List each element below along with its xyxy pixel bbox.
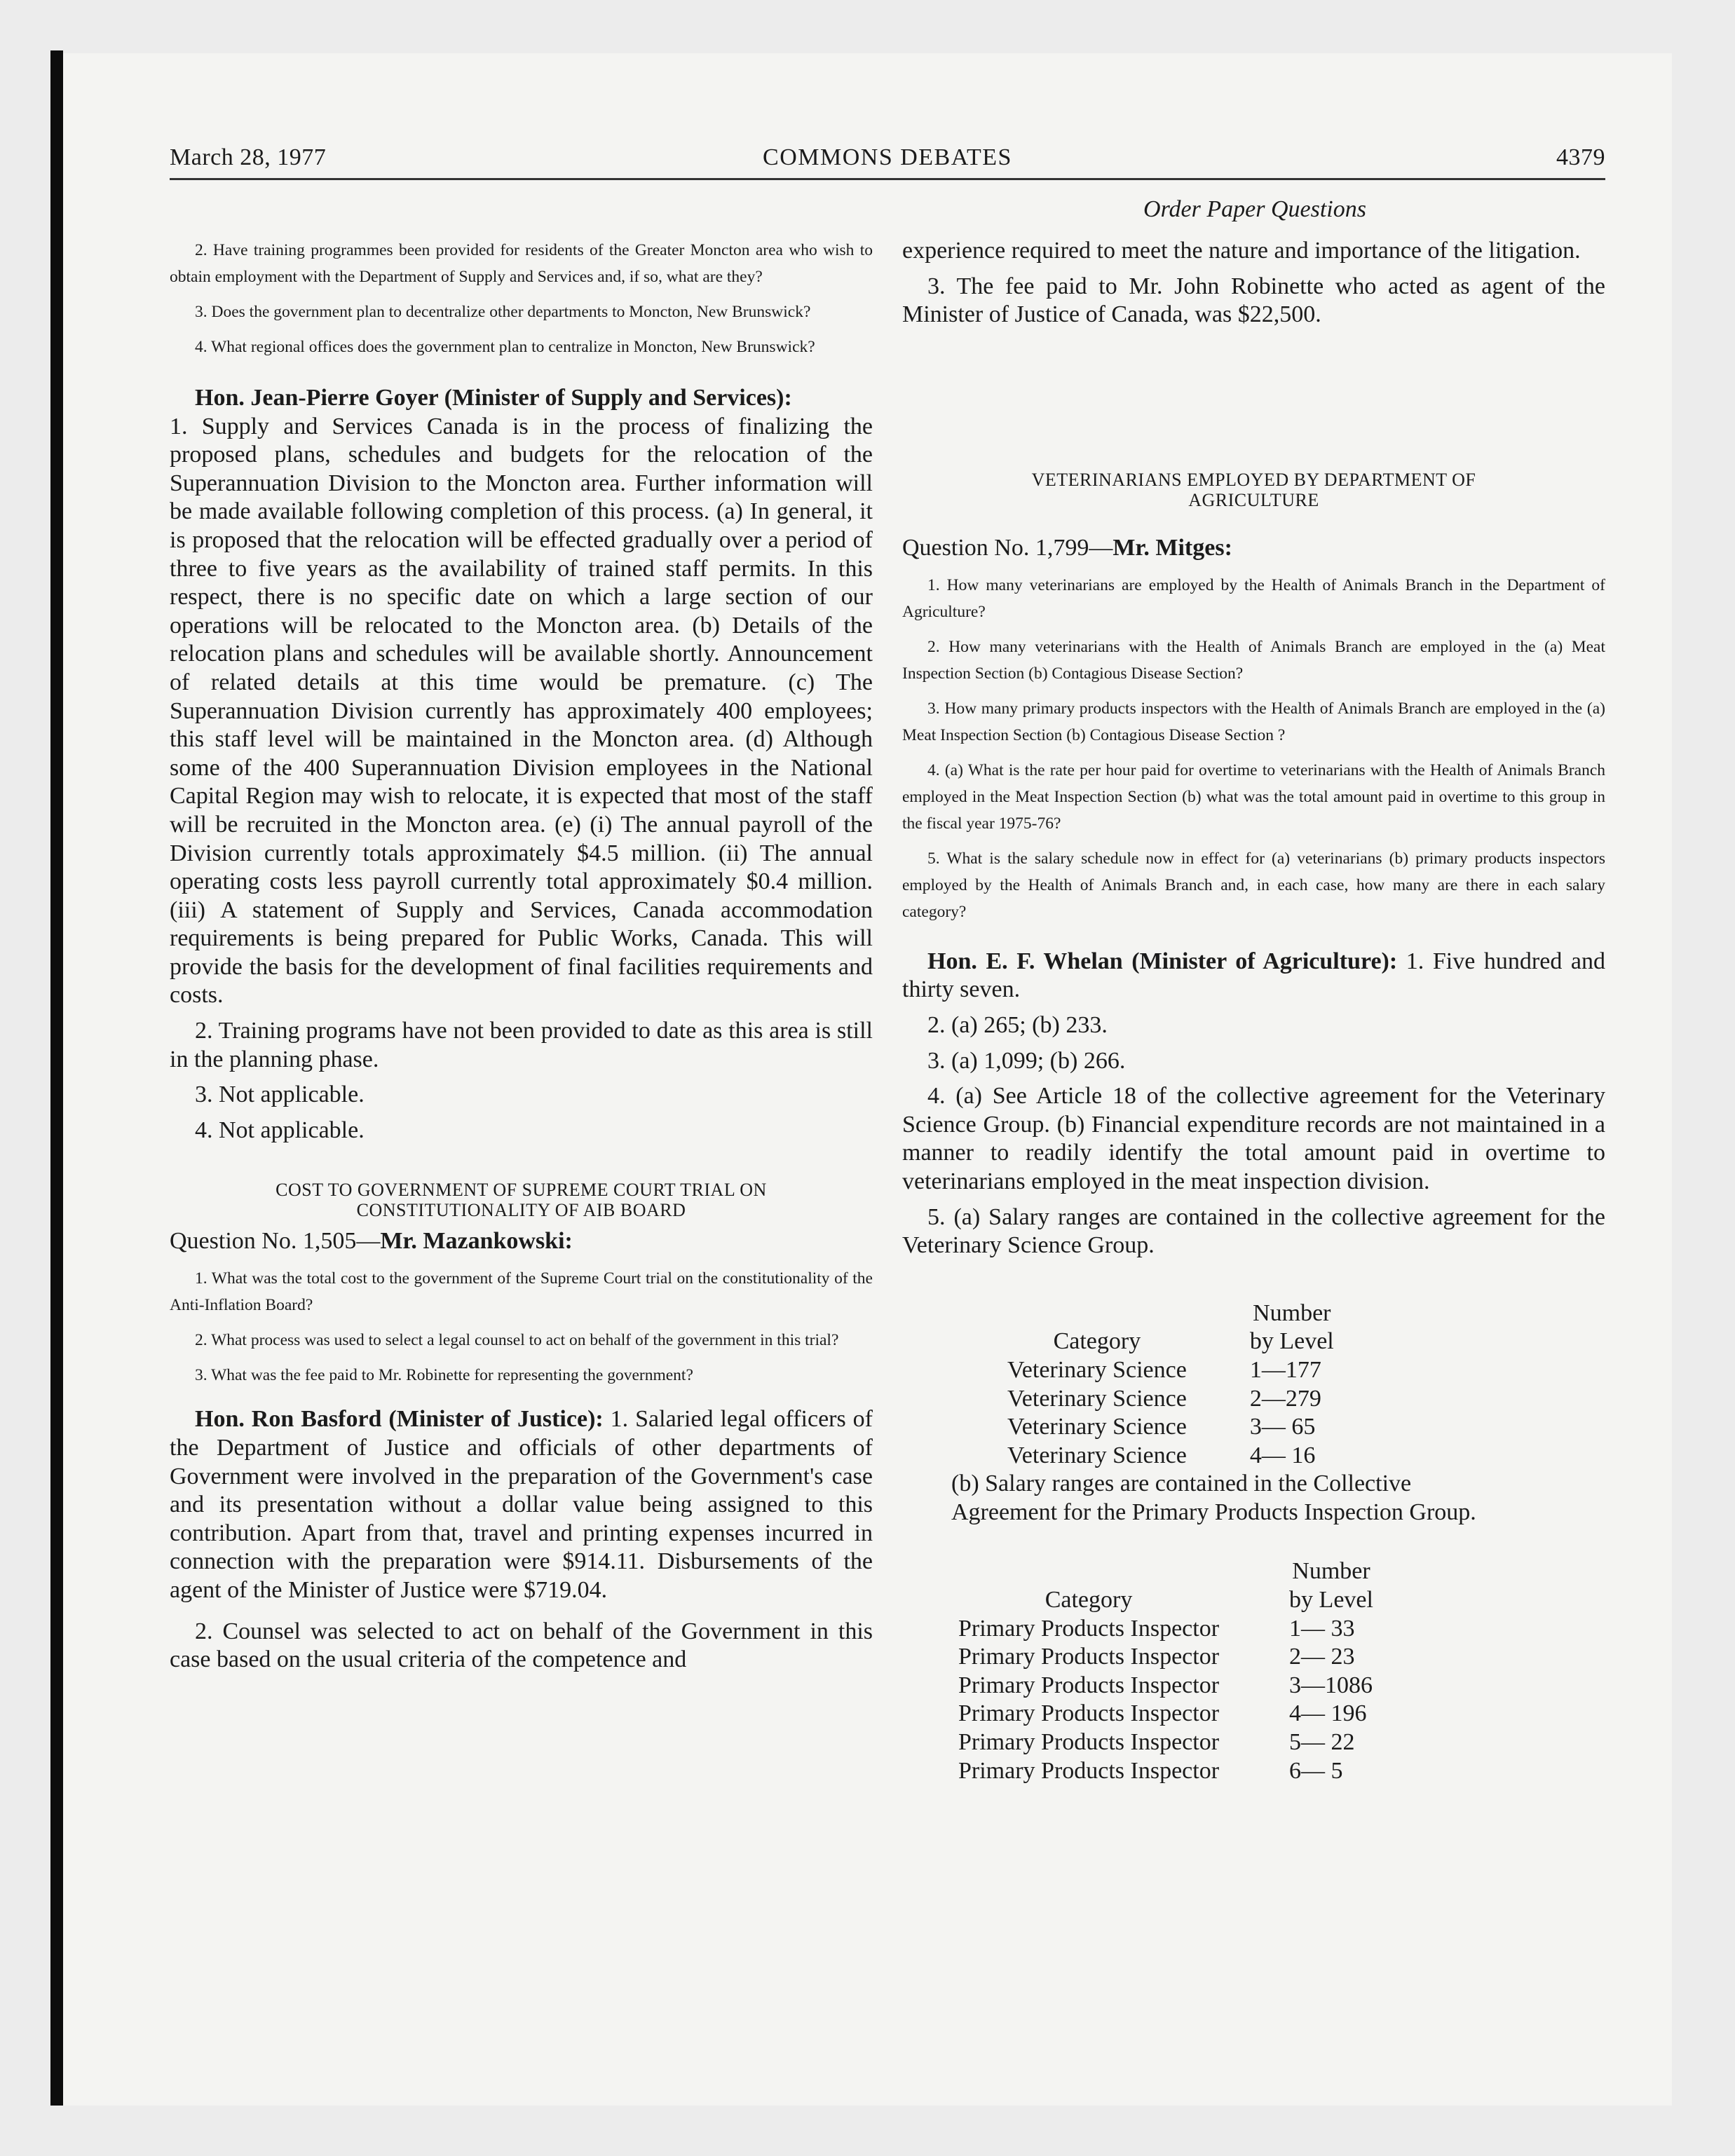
question-paragraph: 4. (a) What is the rate per hour paid for overtime to veterinarians with the Health of Animals Branch employed in the Meat Inspection Section (b) what was the total amount paid in overtime to this group in the fiscal year 1975-76? — [902, 760, 1605, 833]
page-header — [170, 144, 1605, 180]
table-cell-category: Veterinary Science — [1007, 1414, 1187, 1440]
table-cell-category: Primary Products Inspector — [958, 1672, 1220, 1698]
question-member: Mr. Mitges: — [1113, 534, 1232, 561]
question-paragraph: 3. What was the fee paid to Mr. Robinette for representing the government? — [195, 1366, 693, 1385]
speaker-goyer: Hon. Jean-Pierre Goyer (Minister of Supply and Services): — [195, 385, 792, 411]
table-cell-category: Veterinary Science — [1007, 1356, 1187, 1383]
answer-paragraph — [902, 948, 1605, 1004]
table-cell-category: Primary Products Inspector — [958, 1757, 1220, 1784]
table-cell-level: 1— 33 — [1289, 1615, 1355, 1642]
table-cell-category: Primary Products Inspector — [958, 1615, 1220, 1642]
question-number-line — [170, 1227, 873, 1255]
table-cell-level: 4— 196 — [1289, 1700, 1367, 1727]
table-cell-level: 5— 22 — [1289, 1729, 1355, 1756]
table-row — [958, 1615, 1373, 1644]
question-paragraph: 2. How many veterinarians with the Health of Animals Branch are employed in the (a) Meat Inspection Section (b) Contagious Disease Section? — [902, 637, 1605, 683]
note-line: Agreement for the Primary Products Inspection Group. — [951, 1499, 1476, 1525]
answer-text: 1. Five hundred and thirty seven. — [902, 948, 1605, 1003]
table-cell-category: Primary Products Inspector — [958, 1700, 1220, 1727]
heading-line: AGRICULTURE — [1188, 489, 1319, 510]
section-label: Order Paper Questions — [1143, 196, 1366, 222]
note-line: (b) Salary ranges are contained in the Collective — [951, 1471, 1412, 1497]
table-cell-level: 6— 5 — [1289, 1757, 1343, 1784]
table-header-number — [1219, 1557, 1373, 1614]
question-paragraph: 2. What process was used to select a legal counsel to act on behalf of the government in this trial? — [195, 1331, 839, 1350]
question-number-line — [902, 534, 1605, 562]
salary-table-veterinary — [1007, 1299, 1334, 1471]
question-paragraph: 1. How many veterinarians are employed by the Health of Animals Branch in the Department of Agriculture? — [902, 575, 1605, 621]
table-cell-category: Primary Products Inspector — [958, 1729, 1220, 1756]
table-cell-category: Veterinary Science — [1007, 1385, 1187, 1412]
answer-paragraph: 3. The fee paid to Mr. John Robinette who acted as agent of the Minister of Justice of Canada, was $22,500. — [902, 273, 1605, 328]
question-paragraph: 4. What regional offices does the government plan to centralize in Moncton, New Brunswick? — [195, 338, 815, 356]
table-header-category: Category — [1053, 1328, 1141, 1355]
header-line: by Level — [1249, 1328, 1334, 1355]
answer-paragraph: experience required to meet the nature and importance of the litigation. — [902, 238, 1581, 264]
scan-edge-bar — [50, 50, 63, 2106]
table-cell-category: Veterinary Science — [1007, 1442, 1187, 1468]
header-page-number: 4379 — [1556, 144, 1605, 170]
answer-paragraph — [170, 384, 873, 1010]
answer-paragraph: 2. Counsel was selected to act on behalf of the Government in this case based on the usual criteria of the competence and — [170, 1618, 873, 1673]
question-paragraph: 5. What is the salary schedule now in effect for (a) veterinarians (b) primary products inspectors employed by the Health of Animals Branch and, in each case, how many are there in each salary category? — [902, 849, 1605, 921]
table-cell-category: Primary Products Inspector — [958, 1644, 1220, 1670]
answer-paragraph: 4. (a) See Article 18 of the collective agreement for the Veterinary Science Group. (b) Financial expenditure records are not maintained in a manner to readily identify the total amount paid in overtime to veterinarians employed in the meat inspection division. — [902, 1083, 1605, 1194]
answer-paragraph: 2. (a) 265; (b) 233. — [927, 1011, 1108, 1038]
speaker-whelan: Hon. E. F. Whelan (Minister of Agriculture): — [927, 948, 1398, 974]
answer-text: 1. Salaried legal officers of the Department of Justice and officials of other departments of Government were involved in the preparation of the Government's case and its presentation without a dollar value being assigned to this contribution. Apart from that, travel and printing expenses incurred in connection with the preparation were $914.11. Disbursements of the agent of the Minister of Justice were $719.04. — [170, 1406, 873, 1603]
answer-paragraph: 3. (a) 1,099; (b) 266. — [927, 1047, 1126, 1074]
header-publication: COMMONS DEBATES — [763, 144, 1012, 170]
answer-paragraph: 3. Not applicable. — [195, 1082, 365, 1108]
note-b — [951, 1470, 1605, 1527]
question-paragraph: 3. How many primary products inspectors with the Health of Animals Branch are employed in the (a) Meat Inspection Section (b) Contagious Disease Section ? — [902, 699, 1605, 744]
table-cell-level: 2—279 — [1249, 1385, 1321, 1412]
answer-paragraph: 5. (a) Salary ranges are contained in the collective agreement for the Veterinary Science Group. — [902, 1203, 1605, 1259]
question-number: Question No. 1,799— — [902, 534, 1113, 561]
table-cell-level: 1—177 — [1249, 1356, 1321, 1383]
answer-paragraph: 4. Not applicable. — [195, 1117, 365, 1143]
question-paragraph: 3. Does the government plan to decentralize other departments to Moncton, New Brunswick? — [195, 303, 811, 321]
salary-table-primary-products — [958, 1557, 1373, 1785]
table-row — [958, 1728, 1373, 1757]
heading-line: CONSTITUTIONALITY OF AIB BOARD — [356, 1200, 686, 1221]
table-row — [958, 1757, 1373, 1786]
table-row — [958, 1700, 1373, 1728]
question-member: Mr. Mazankowski: — [380, 1228, 573, 1255]
question-paragraph: 2. Have training programmes been provided for residents of the Greater Moncton area who wish to obtain employment with the Department of Supply and Services and, if so, what are they? — [170, 241, 873, 286]
answer-text: 1. Supply and Services Canada is in the process of finalizing the proposed plans, schedules and budgets for the relocation of the Superannuation Division to the Moncton area. Further information will be made available following completion of this process. (a) In general, it is proposed that the relocation will be effected gradually over a period of three to five years as the availability of trained staff permits. In this respect, there is no specific date on which a large section of our operations will be relocated to the Moncton area. (b) Details of the relocation plans and schedules will be available shortly. Announcement of related details at this time would be premature. (c) The Superannuation Division currently has approximately 400 employees; this staff level will be maintained in the Moncton area. (d) Although some of the 400 Superannuation Division employees in the National Capital Region may wish to relocate, it is expected that most of the staff will be recruited in the Moncton area. (e) (i) The annual payroll of the Division currently totals approximately $4.5 million. (ii) The annual operating costs less payroll currently total approximately $0.4 million. (iii) A statement of Supply and Services, Canada accommodation requirements is being prepared for Public Works, Canada. This will provide the basis for the development of final facilities requirements and costs. — [170, 413, 873, 1009]
left-column — [170, 237, 873, 1681]
speaker-basford: Hon. Ron Basford (Minister of Justice): — [195, 1406, 604, 1433]
table-row — [1007, 1442, 1334, 1471]
table-header-category: Category — [1045, 1587, 1133, 1613]
header-date: March 28, 1977 — [170, 144, 327, 170]
table-row — [1007, 1413, 1334, 1442]
table-cell-level: 2— 23 — [1289, 1644, 1355, 1670]
header-line: Number — [1292, 1558, 1370, 1585]
question-number: Question No. 1,505— — [170, 1228, 381, 1255]
header-line: by Level — [1289, 1587, 1373, 1613]
right-column — [902, 237, 1605, 1785]
header-line: Number — [1253, 1299, 1331, 1326]
section-heading-aib — [170, 1180, 873, 1220]
table-cell-level: 3—1086 — [1289, 1672, 1373, 1698]
table-row — [1007, 1385, 1334, 1414]
answer-paragraph: 2. Training programs have not been provided to date as this area is still in the planning phase. — [170, 1018, 873, 1072]
table-header-row — [1007, 1299, 1334, 1356]
question-paragraph: 1. What was the total cost to the government of the Supreme Court trial on the constitutionality of the Anti-Inflation Board? — [170, 1269, 873, 1315]
table-row — [1007, 1356, 1334, 1385]
table-cell-level: 3— 65 — [1249, 1414, 1316, 1440]
table-header-number — [1187, 1299, 1334, 1356]
answer-paragraph — [170, 1405, 873, 1604]
heading-line: VETERINARIANS EMPLOYED BY DEPARTMENT OF — [1031, 469, 1476, 490]
table-row — [958, 1643, 1373, 1672]
table-header-row — [958, 1557, 1373, 1614]
table-cell-level: 4— 16 — [1249, 1442, 1316, 1468]
section-heading-vet — [902, 470, 1605, 510]
heading-line: COST TO GOVERNMENT OF SUPREME COURT TRIAL ON — [275, 1180, 767, 1201]
table-row — [958, 1672, 1373, 1700]
